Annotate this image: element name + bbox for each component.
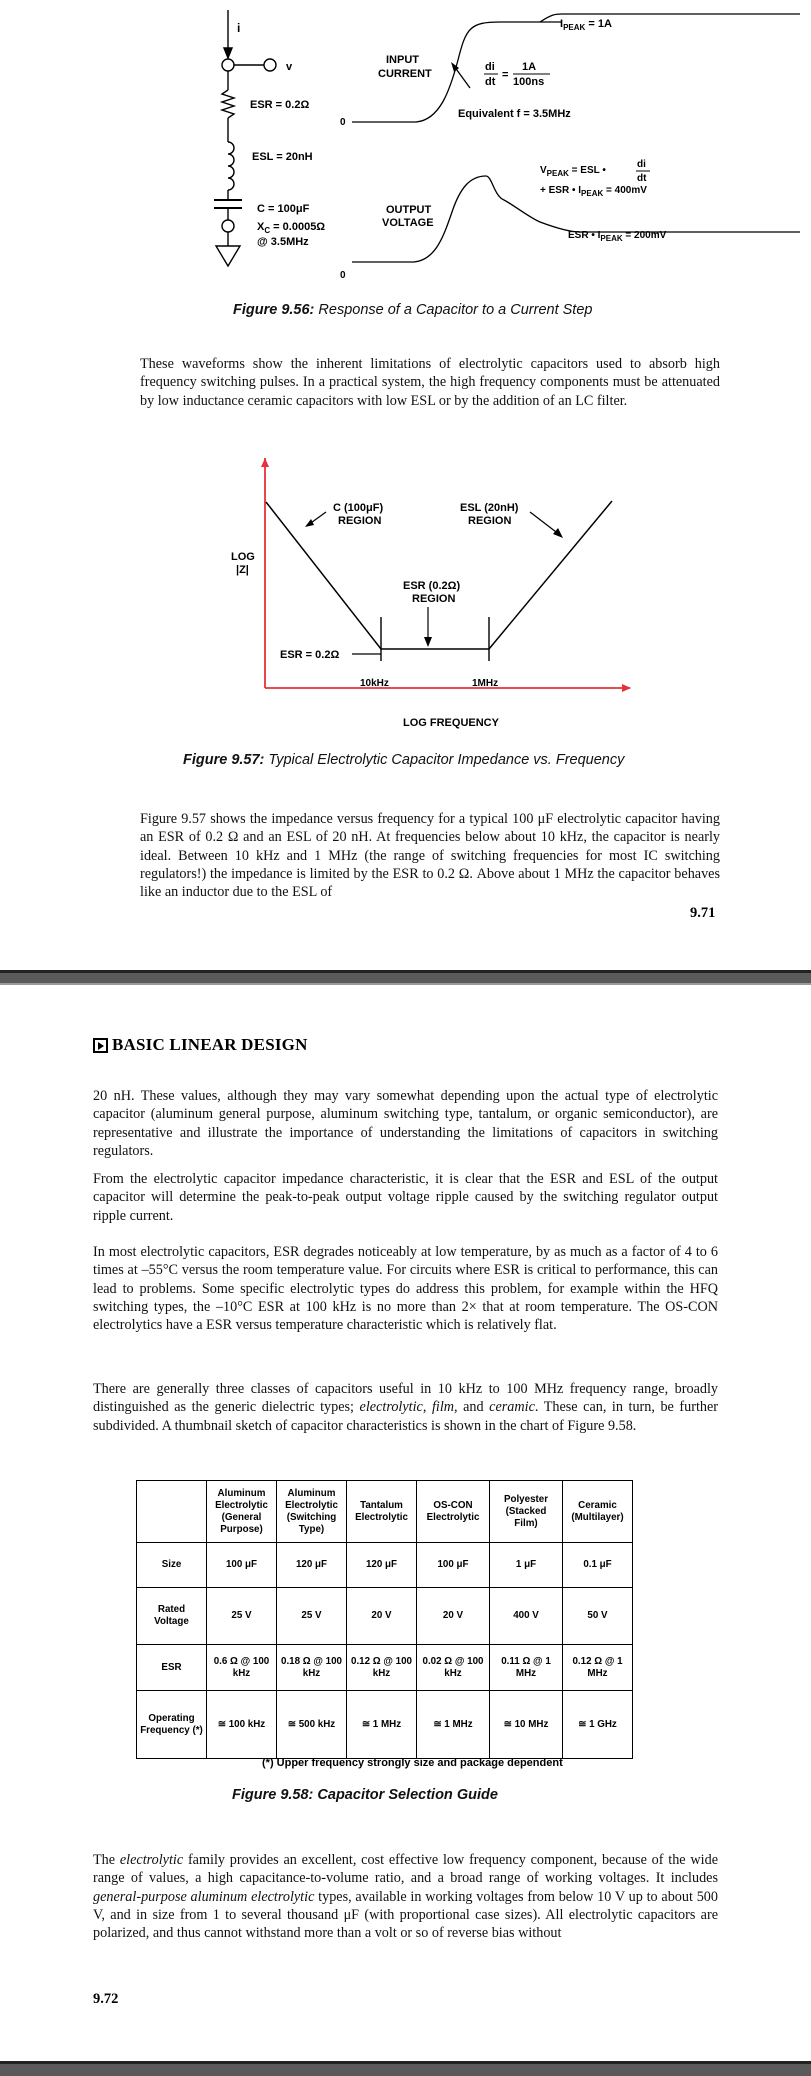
table-cell: 120 μF [347, 1543, 417, 1588]
table-cell: 120 μF [277, 1543, 347, 1588]
voltage-node-label: v [286, 61, 293, 73]
capacitor-selection-table [136, 1480, 633, 1759]
table-header: Tantalum Electrolytic [347, 1481, 417, 1543]
section-title: BASIC LINEAR DESIGN [112, 1035, 308, 1054]
table-cell: 0.6 Ω @ 100 kHz [207, 1645, 277, 1691]
hundred-ns-label: 100ns [513, 76, 545, 88]
freq-10khz-label: 10kHz [360, 678, 389, 689]
freq-1mhz-label: 1MHz [472, 678, 499, 689]
esr-ipeak-label: ESR • $I_{PEAK} = 200mV$ [568, 230, 667, 243]
di-label: di [485, 61, 495, 73]
table-cell: 25 V [277, 1588, 347, 1645]
figure-9-58-caption: Figure 9.58: Capacitor Selection Guide [232, 1787, 498, 1803]
table-header: Aluminum Electrolytic (General Purpose) [207, 1481, 277, 1543]
table-cell: 0.1 μF [563, 1543, 633, 1588]
table-cell: 100 μF [207, 1543, 277, 1588]
table-header: Aluminum Electrolytic (Switching Type) [277, 1481, 347, 1543]
table-row [137, 1588, 633, 1645]
equals-label: = [502, 69, 509, 81]
table-cell: ≅ 1 GHz [563, 1691, 633, 1759]
paragraph: From the electrolytic capacitor impedance characteristic, it is clear that the ESR and ESL of the output capacitor will determine the peak-to-peak output voltage ripple caused by the switching regulator output ripple current. [93, 1171, 718, 1224]
vpeak-label: $V_{PEAK}$ = ESL • [540, 165, 606, 178]
vpeak-dt: dt [637, 173, 647, 184]
current-label: i [237, 21, 241, 35]
table-header: Polyester (Stacked Film) [490, 1481, 563, 1543]
esl-region-label-2: REGION [468, 515, 512, 527]
c-region-label-1: C (100μF) [333, 502, 384, 514]
table-cell: 20 V [417, 1588, 490, 1645]
table-header: Ceramic (Multilayer) [563, 1481, 633, 1543]
capacitance-label: C = 100μF [257, 203, 310, 215]
table-cell: ≅ 1 MHz [347, 1691, 417, 1759]
xc-label: $X_C = 0.0005\Omega$ [257, 221, 326, 235]
one-amp-label: 1A [522, 61, 537, 73]
table-cell: ≅ 100 kHz [207, 1691, 277, 1759]
table-header-row [137, 1481, 633, 1543]
table-cell: 0.02 Ω @ 100 kHz [417, 1645, 490, 1691]
esr-label: ESR = 0.2Ω [250, 99, 310, 111]
table-row [137, 1691, 633, 1759]
table-cell: 0.12 Ω @ 100 kHz [347, 1645, 417, 1691]
c-region-label-2: REGION [338, 515, 382, 527]
table-row [137, 1645, 633, 1691]
table-cell: 50 V [563, 1588, 633, 1645]
table-cell: 0.11 Ω @ 1 MHz [490, 1645, 563, 1691]
section-heading [93, 1035, 308, 1055]
paragraph: Figure 9.57 shows the impedance versus frequency for a typical 100 μF electrolytic capacitor having an ESR of 0.2 Ω and an ESL of 20 nH. At frequencies below about 10 kHz, the capacitor is nearly ideal. Between 10 kHz and 1 MHz (the range of switching frequencies for most IC switching regulators!) the impedance is limited by the ESR to 0.2 Ω. Above about 1 MHz the capacitor behaves like an inductor due to the ESL of [140, 811, 720, 901]
page-9-71 [0, 0, 811, 970]
table-cell [137, 1481, 207, 1543]
ipeak-label: $I_{PEAK} = 1A$ [560, 18, 612, 32]
output-voltage-label-2: VOLTAGE [382, 217, 434, 229]
x-axis-label: LOG FREQUENCY [403, 717, 499, 729]
log-z-label-2: |Z| [236, 564, 249, 576]
figure-9-56-caption: Figure 9.56: Response of a Capacitor to a Current Step [233, 302, 593, 318]
paragraph: These waveforms show the inherent limitations of electrolytic capacitors used to absorb high frequency switching pulses. In a practical system, the high frequency components must be attenuated by low inductance ceramic capacitors with low ESL or by the addition of an LC filter. [140, 356, 720, 409]
vpeak-di: di [637, 159, 646, 170]
table-cell: 20 V [347, 1588, 417, 1645]
page-number: 9.71 [690, 905, 716, 921]
table-cell: 1 μF [490, 1543, 563, 1588]
equivalent-frequency: Equivalent f = 3.5MHz [458, 108, 571, 120]
play-box-icon [93, 1038, 108, 1053]
paragraph: There are generally three classes of capacitors useful in 10 kHz to 100 MHz frequency range, broadly distinguished as the generic dielectric types; electrolytic, film, and ceramic. These can, in turn, be further subdivided. A thumbnail sketch of capacitor characteristics is shown in the chart of Figure 9.58. [93, 1381, 719, 1434]
row-label: Rated Voltage [137, 1588, 207, 1645]
row-label: Size [137, 1543, 207, 1588]
row-label: ESR [137, 1645, 207, 1691]
paragraph: 20 nH. These values, although they may vary somewhat depending upon the actual type of electrolytic capacitor (aluminum general purpose, aluminum switching type, tantalum, or organic semiconductor), are representative and illustrate the importance of understanding the limitations of capacitors in switching regulators. [93, 1088, 718, 1159]
page-number: 9.72 [93, 1991, 119, 2007]
table-cell: 400 V [490, 1588, 563, 1645]
row-label: Operating Frequency (*) [137, 1691, 207, 1759]
impedance-curve [266, 501, 612, 649]
zero-top: 0 [340, 117, 346, 128]
figure-9-57 [0, 455, 811, 745]
esr-region-label-2: REGION [412, 593, 456, 605]
table-cell: ≅ 10 MHz [490, 1691, 563, 1759]
table-header: OS-CON Electrolytic [417, 1481, 490, 1543]
output-voltage-label-1: OUTPUT [386, 204, 432, 216]
table-cell: ≅ 500 kHz [277, 1691, 347, 1759]
paragraph: In most electrolytic capacitors, ESR degrades noticeably at low temperature, by as much as a factor of 4 to 6 times at –55°C versus the room temperature value. For circuits where ESR is critical to performance, this can lead to problems. Some specific electrolytic types do address this problem, for example within the HFQ switching types, the –10°C ESR at 100 kHz is no more than 2× that at room temperature. The OS-CON electrolytics have a ESR versus temperature characteristic which is relatively flat. [93, 1244, 718, 1334]
esr-value-label: ESR = 0.2Ω [280, 649, 340, 661]
figure-9-56 [0, 0, 811, 300]
input-current-label-2: CURRENT [378, 68, 432, 80]
page-break-rule [0, 2061, 811, 2076]
paragraph: The electrolytic family provides an excellent, cost effective low frequency component, because of the wide range of values, a high capacitance-to-volume ratio, and a broad range of working voltages. It includes general-purpose aluminum electrolytic types, available in working voltages from below 10 V up to about 500 V, and in size from 1 to several thousand μF (with proportional case sizes). All electrolytic capacitors are polarized, and thus cannot withstand more than a volt or so of reverse bias without [93, 1852, 718, 1942]
table-cell: 0.18 Ω @ 100 kHz [277, 1645, 347, 1691]
table-cell: 100 μF [417, 1543, 490, 1588]
xc-frequency-label: @ 3.5MHz [257, 236, 309, 248]
zero-bottom: 0 [340, 270, 346, 281]
table-cell: 25 V [207, 1588, 277, 1645]
table-footnote: (*) Upper frequency strongly size and package dependent [262, 1757, 563, 1769]
esr-region-label-1: ESR (0.2Ω) [403, 580, 461, 592]
figure-9-57-caption: Figure 9.57: Typical Electrolytic Capacitor Impedance vs. Frequency [183, 752, 625, 768]
table-cell: ≅ 1 MHz [417, 1691, 490, 1759]
input-current-label-1: INPUT [386, 54, 419, 66]
table-cell: 0.12 Ω @ 1 MHz [563, 1645, 633, 1691]
dt-label: dt [485, 76, 496, 88]
esl-region-label-1: ESL (20nH) [460, 502, 519, 514]
vpeak-line2: + ESR • $I_{PEAK} = 400mV$ [540, 185, 647, 198]
log-z-label-1: LOG [231, 551, 255, 563]
page-9-72 [0, 985, 811, 2061]
page-break-rule [0, 970, 811, 985]
table-row [137, 1543, 633, 1588]
esl-label: ESL = 20nH [252, 151, 313, 163]
